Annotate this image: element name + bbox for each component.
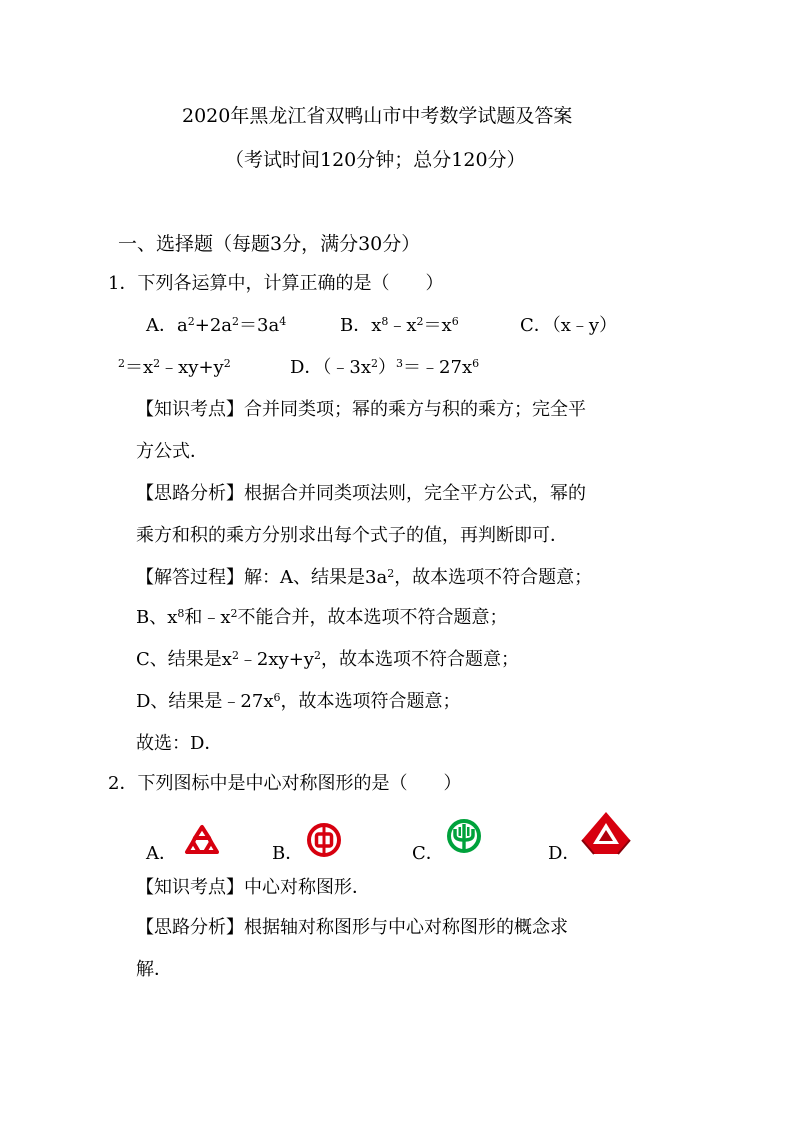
q1-option-c: C．（x﹣y） <box>520 315 618 336</box>
agricultural-bank-logo-icon <box>446 818 482 854</box>
page-title: 2020年黑龙江省双鸭山市中考数学试题及答案 <box>182 105 573 127</box>
q2-knowledge-point: 【知识考点】中心对称图形． <box>136 877 370 898</box>
q2-analysis-line-2: 解． <box>136 959 172 980</box>
q2-option-d-label: D． <box>548 843 581 864</box>
q1-option-b: B．$x^8﹣x^2=x^6$ <box>340 315 459 336</box>
section-heading: 一、选择题（每题3分，满分30分） <box>118 233 421 255</box>
q1-solution-line-2: B、$x^8$和$﹣x^2$不能合并，故本选项不符合题意； <box>136 607 508 628</box>
q1-solution-line-4: D、结果是$﹣27x^6$，故本选项符合题意； <box>136 691 461 712</box>
q1-option-d: D．$(﹣3x^2)^3=﹣27x^6$ <box>290 357 480 378</box>
page-subtitle: （考试时间120分钟；总分120分） <box>225 149 526 171</box>
q2-option-c-label: C． <box>412 843 444 864</box>
question-2-stem: 2．下列图标中是中心对称图形的是（ ） <box>108 773 462 794</box>
q1-answer: 故选：D． <box>136 733 223 754</box>
question-1-stem: 1．下列各运算中，计算正确的是（ ） <box>108 273 444 294</box>
q2-option-b-label: B． <box>272 843 304 864</box>
q1-option-a: A．$a^2+2a^2=3a^4$ <box>146 315 287 336</box>
q1-knowledge-point-line-2: 方公式． <box>136 441 208 462</box>
q1-analysis-line-1: 【思路分析】根据合并同类项法则，完全平方公式，幂的 <box>136 483 586 504</box>
q1-knowledge-point-line-1: 【知识考点】合并同类项；幂的乘方与积的乘方；完全平 <box>136 399 586 420</box>
china-construction-bank-logo-icon <box>182 822 222 858</box>
q2-option-a-label: A． <box>146 843 177 864</box>
q1-analysis-line-2: 乘方和积的乘方分别求出每个式子的值，再判断即可． <box>136 525 568 546</box>
q1-solution-line-1: 【解答过程】解：A、结果是$3a^2$，故本选项不符合题意； <box>136 567 593 588</box>
q1-option-c-continued: $^2=x^2﹣xy+y^2$ <box>118 357 231 378</box>
q2-analysis-line-1: 【思路分析】根据轴对称图形与中心对称图形的概念求 <box>136 917 568 938</box>
bank-of-china-logo-icon <box>306 822 342 858</box>
industrial-bank-logo-icon <box>580 810 632 856</box>
q1-solution-line-3: C、结果是$x^2﹣2xy+y^2$，故本选项不符合题意； <box>136 649 519 670</box>
